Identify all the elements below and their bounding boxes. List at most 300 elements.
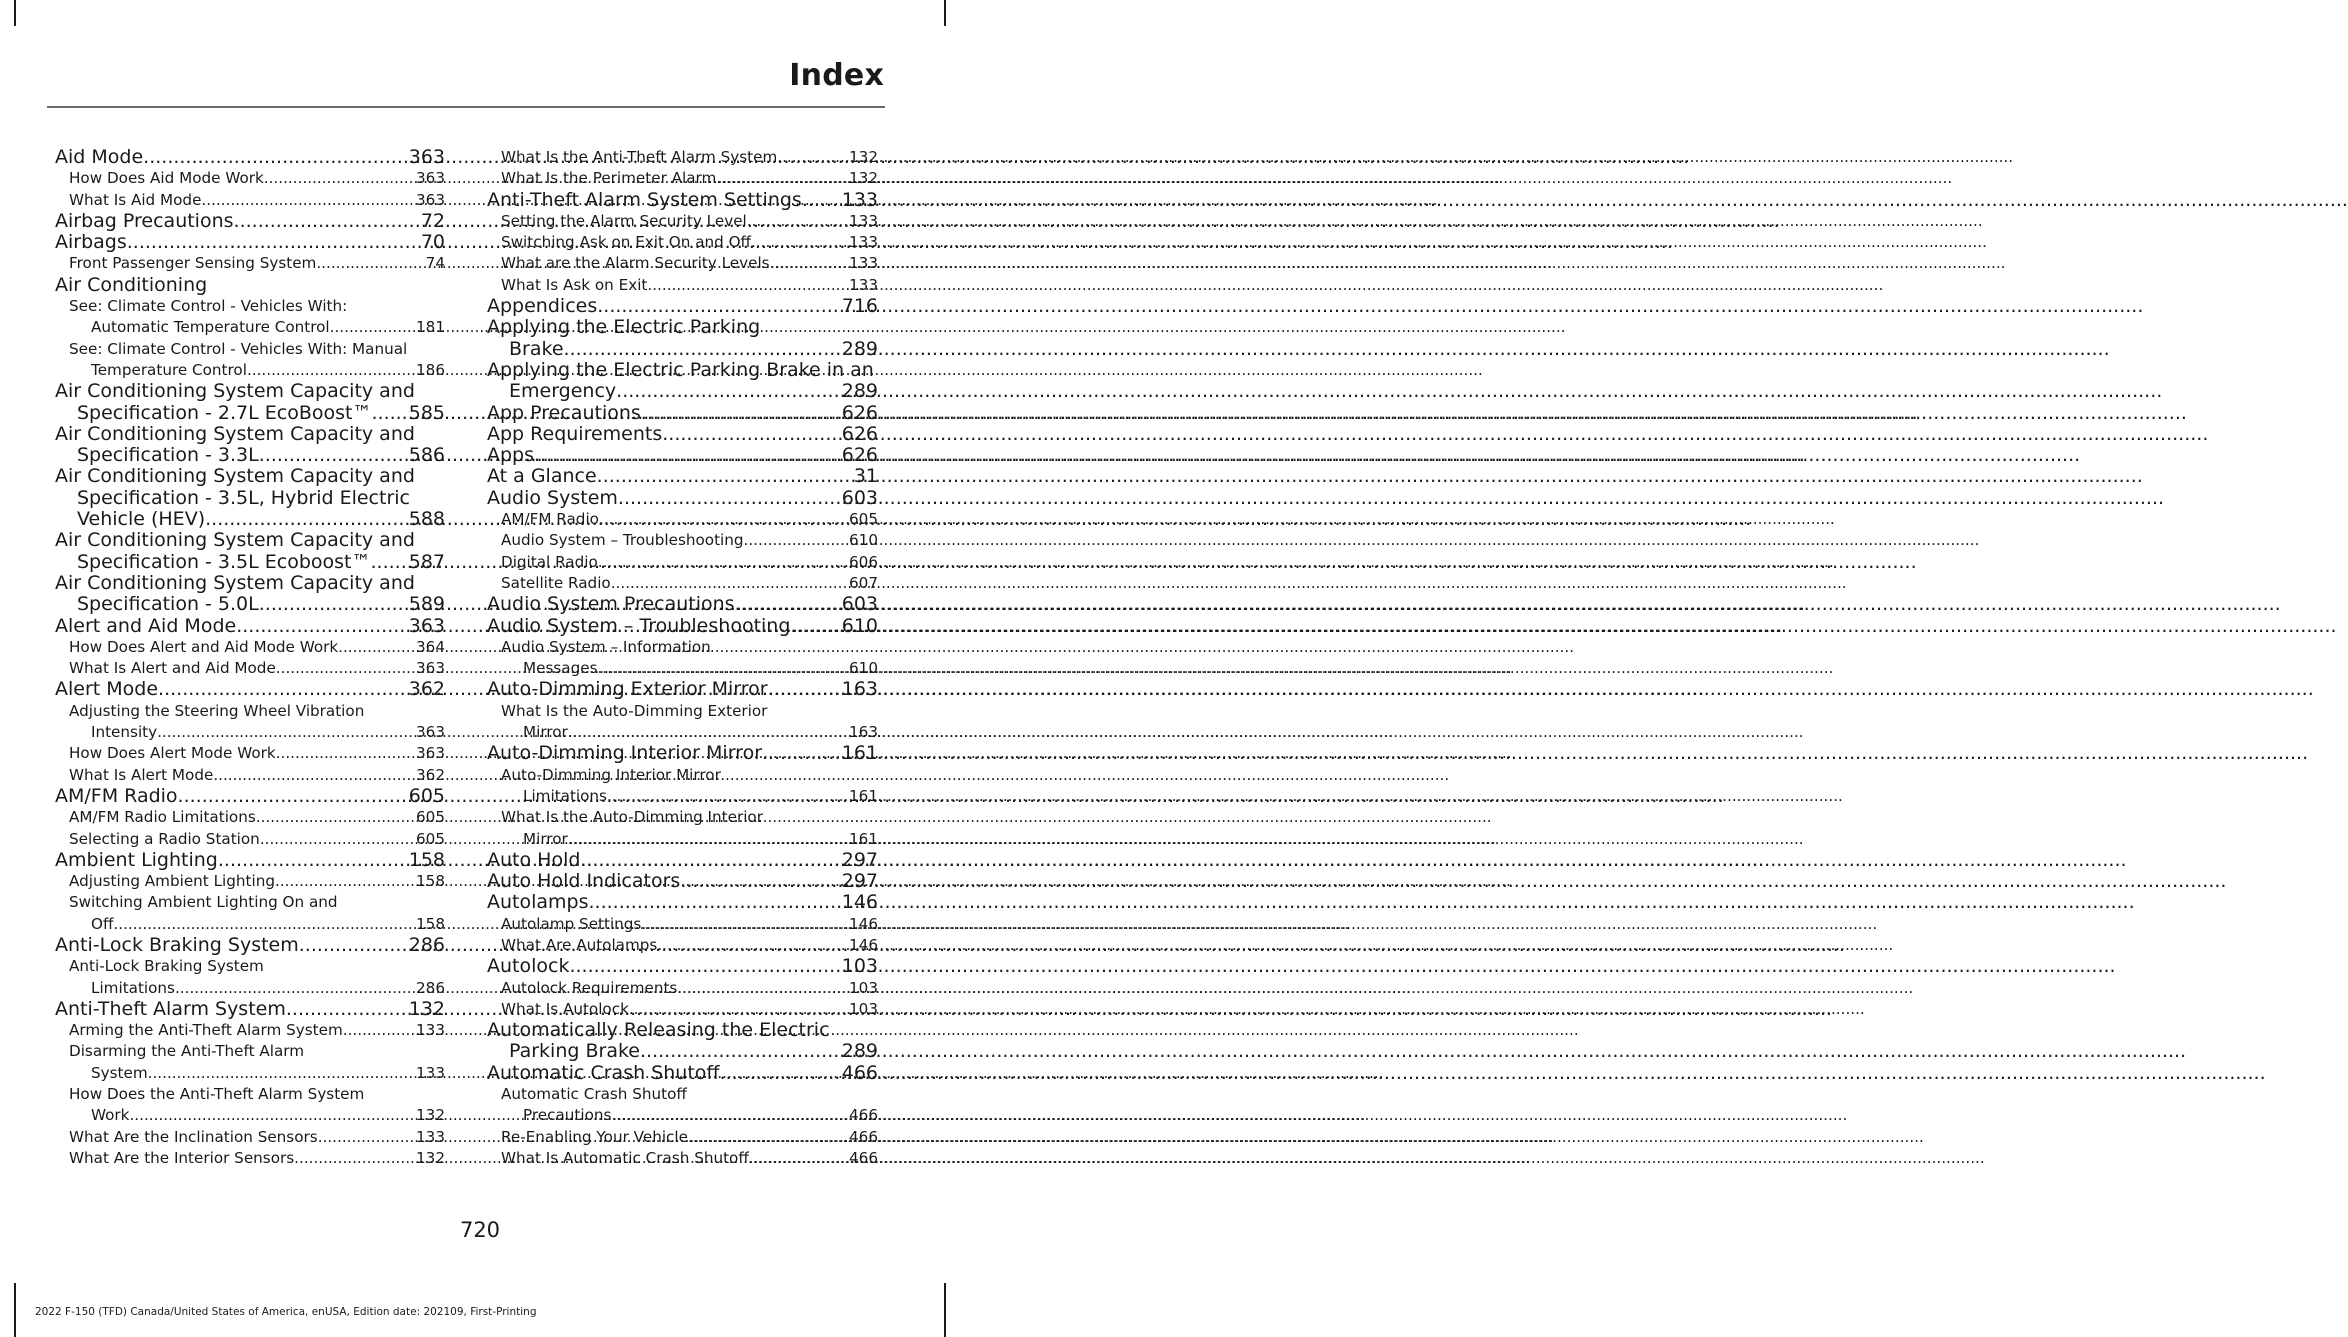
index-entry [55, 1020, 445, 1041]
index-page-number: 610 [841, 614, 878, 637]
dot-leader [641, 914, 849, 935]
index-entry-text: Autolock [487, 955, 570, 978]
dot-leader [157, 722, 416, 743]
index-entry-text: What Is the Perimeter Alarm [501, 169, 717, 188]
index-entry-text: Air Conditioning System Capacity and [55, 380, 415, 403]
index-entry-text: At a Glance [487, 465, 597, 488]
dot-leader [607, 786, 849, 807]
index-page-number: 132 [408, 997, 445, 1020]
crop-mark-top-left-v [14, 0, 16, 26]
dot-leader [371, 552, 409, 573]
index-page-number: 186 [416, 360, 445, 379]
index-entry [487, 381, 878, 402]
index-entry-text: Mirror [523, 829, 568, 848]
index-entry [55, 978, 445, 999]
index-heading-line [487, 807, 878, 828]
index-entry-text: Anti-Lock Braking System [69, 957, 264, 976]
dot-leader [616, 381, 842, 402]
index-entry [487, 253, 878, 274]
index-page-number: 589 [408, 593, 445, 616]
index-entry-text: Temperature Control [91, 360, 247, 379]
index-entry [487, 956, 878, 977]
dot-leader [647, 275, 849, 296]
index-entry [487, 829, 878, 850]
index-page-number: 133 [849, 233, 878, 252]
index-page-number: 158 [416, 914, 445, 933]
index-heading-line [55, 339, 445, 360]
index-entry [487, 530, 878, 551]
index-entry [55, 786, 445, 807]
index-heading-line [55, 573, 445, 594]
index-page-number: 133 [849, 211, 878, 230]
index-entry [487, 552, 878, 573]
index-page-number: 606 [849, 552, 878, 571]
index-entry-text: Switching Ambient Lighting On and [69, 893, 338, 912]
index-page-number: 133 [416, 1063, 445, 1082]
index-entry-text: See: Climate Control - Vehicles With: [69, 297, 348, 316]
dot-leader [205, 509, 409, 530]
index-entry [487, 211, 878, 232]
index-page-number: 132 [849, 148, 878, 166]
index-entry-text: Disarming the Anti-Theft Alarm [69, 1042, 305, 1061]
index-entry [55, 232, 445, 253]
index-entry-text: Audio System [487, 486, 618, 509]
index-page-number: 603 [841, 486, 878, 509]
dot-leader [247, 360, 416, 381]
dot-leader [127, 232, 421, 253]
index-entry-text: System [91, 1063, 148, 1082]
index-entry [55, 403, 445, 424]
index-entry-text: Airbag Precautions [55, 209, 234, 232]
index-column-left [55, 147, 445, 1169]
dot-leader [318, 1127, 416, 1148]
dot-leader [597, 658, 849, 679]
index-heading-line [55, 1084, 445, 1105]
index-page-number: 286 [408, 933, 445, 956]
index-entry [487, 403, 878, 424]
index-page-number: 626 [841, 444, 878, 467]
index-heading-line [487, 765, 878, 786]
index-entry [487, 978, 878, 999]
index-page-number: 181 [416, 318, 445, 337]
index-entry-text: Automatic Temperature Control [91, 318, 330, 337]
index-entry-text: Auto-Dimming Interior Mirror [501, 765, 721, 784]
index-entry-text: Air Conditioning System Capacity and [55, 529, 415, 552]
index-heading-line [487, 1020, 878, 1041]
index-entry [55, 722, 445, 743]
index-entry [487, 722, 878, 743]
dot-leader [113, 914, 416, 935]
index-page-number: 289 [841, 1040, 878, 1063]
index-entry [55, 190, 445, 211]
index-entry-text: What Are the Interior Sensors [69, 1148, 295, 1167]
dot-leader [276, 658, 416, 679]
index-entry-text: Setting the Alarm Security Level [501, 211, 747, 230]
index-page-number: 103 [841, 955, 878, 978]
index-heading-line [487, 360, 878, 381]
index-page-number: 363 [408, 614, 445, 637]
index-entry-text: Alert and Aid Mode [55, 614, 237, 637]
index-entry-text: Specification - 2.7L EcoBoost™ [77, 401, 372, 424]
dot-leader [316, 253, 425, 274]
dot-leader [148, 1063, 416, 1084]
index-entry-text: How Does the Anti-Theft Alarm System [69, 1085, 365, 1104]
dot-leader [618, 488, 842, 509]
index-heading-line [487, 701, 878, 722]
index-heading-line [55, 1041, 445, 1062]
index-entry-text: Switching Ask on Exit On and Off [501, 233, 752, 252]
dot-leader [569, 956, 841, 977]
dot-leader [143, 147, 409, 168]
index-entry [487, 1148, 878, 1169]
index-entry-text: Automatically Releasing the Electric [487, 1019, 830, 1042]
index-entry-text: Emergency [509, 380, 617, 403]
index-page-number: 297 [841, 848, 878, 871]
index-entry-text: Adjusting the Steering Wheel Vibration [69, 701, 365, 720]
index-entry-text: Parking Brake [509, 1040, 640, 1063]
dot-leader [178, 786, 409, 807]
dot-leader [236, 616, 409, 637]
index-entry-text: Digital Radio [501, 552, 598, 571]
index-entry-text: Anti-Theft Alarm System [55, 997, 286, 1020]
index-page-number: 161 [841, 742, 878, 765]
dot-leader [256, 807, 416, 828]
dot-leader [597, 296, 842, 317]
index-entry-text: AM/FM Radio [55, 784, 178, 807]
dot-leader [751, 232, 849, 253]
index-entry-text: AM/FM Radio [501, 510, 599, 529]
index-entry [487, 488, 878, 509]
index-page-number: 716 [841, 295, 878, 318]
index-page-number: 603 [841, 593, 878, 616]
index-entry [55, 1063, 445, 1084]
index-page-number: 466 [849, 1148, 878, 1167]
index-entry [55, 935, 445, 956]
index-column-right [487, 147, 878, 1169]
index-page-number: 133 [416, 1127, 445, 1146]
index-entry [55, 211, 445, 232]
index-entry [55, 445, 445, 466]
index-entry-text: Appendices [487, 295, 598, 318]
index-entry [55, 637, 445, 658]
index-entry-text: What Are the Inclination Sensors [69, 1127, 318, 1146]
dot-leader [158, 679, 409, 700]
index-page-number: 363 [416, 723, 445, 742]
index-entry-text: Aid Mode [55, 146, 144, 168]
index-entry-text: Anti-Theft Alarm System Settings [487, 188, 802, 211]
index-entry-text: What Is Autolock [501, 999, 629, 1018]
index-entry [487, 1127, 878, 1148]
index-entry-text: Specification - 3.5L Ecoboost™ [77, 550, 371, 573]
index-entry-text: Autolock Requirements [501, 978, 678, 997]
index-entry [55, 743, 445, 764]
index-entry-text: Mirror [523, 723, 568, 742]
index-entry [487, 1041, 878, 1062]
dot-leader [129, 1105, 416, 1126]
dot-leader [598, 552, 849, 573]
index-entry-text: Arming the Anti-Theft Alarm System [69, 1021, 343, 1040]
index-entry-text: Audio System Precautions [487, 593, 735, 616]
index-entry [55, 1105, 445, 1126]
index-entry-text: Off [91, 914, 114, 933]
index-entry [487, 168, 878, 189]
index-entry-text: See: Climate Control - Vehicles With: Manual [69, 339, 408, 358]
index-page-number: 605 [416, 808, 445, 827]
dot-leader [768, 679, 842, 700]
index-entry-text: Auto Hold Indicators [487, 870, 681, 893]
index-entry [55, 850, 445, 871]
header-rule [47, 106, 885, 108]
index-entry-text: Work [91, 1106, 130, 1125]
index-page-number: 466 [841, 1061, 878, 1084]
index-entry [55, 914, 445, 935]
index-page-number: 163 [841, 678, 878, 701]
dot-leader [568, 722, 849, 743]
index-page-number: 74 [425, 254, 445, 273]
index-entry [487, 509, 878, 530]
index-page-number: 289 [841, 380, 878, 403]
index-entry [487, 1063, 878, 1084]
index-entry-text: Automatic Crash Shutoff [501, 1085, 687, 1104]
index-entry-text: Air Conditioning System Capacity and [55, 422, 415, 445]
index-page-number: 363 [416, 190, 445, 209]
index-entry-text: Intensity [91, 723, 158, 742]
dot-leader [677, 978, 849, 999]
index-page-number: 362 [408, 678, 445, 701]
index-page-number: 466 [849, 1106, 878, 1125]
index-entry-text: Automatic Crash Shutoff [487, 1061, 720, 1084]
index-entry [55, 616, 445, 637]
index-page-number: 161 [849, 786, 878, 805]
index-entry-text: Satellite Radio [501, 573, 611, 592]
dot-leader [611, 573, 849, 594]
index-entry-text: What Is Aid Mode [69, 190, 202, 209]
index-entry [487, 871, 878, 892]
dot-leader [680, 871, 841, 892]
index-heading-line [55, 956, 445, 977]
index-page-number: 103 [849, 978, 878, 997]
index-entry-text: Specification - 3.5L, Hybrid Electric [77, 486, 410, 509]
index-page-number: 362 [416, 765, 445, 784]
index-heading-line [487, 1084, 878, 1105]
footer-edition-info: 2022 F-150 (TFD) Canada/United States of America, enUSA, Edition date: 202109, First-Printing [35, 1306, 537, 1318]
index-entry-text: Auto-Dimming Exterior Mirror [487, 678, 768, 701]
index-page-number: 158 [416, 872, 445, 891]
index-page-number: 607 [849, 573, 878, 592]
index-page-number: 289 [841, 337, 878, 360]
index-entry-text: What are the Alarm Security Levels [501, 254, 770, 273]
index-heading-line [55, 296, 445, 317]
dot-leader [175, 978, 416, 999]
dot-leader [749, 1148, 849, 1169]
index-entry-text: Auto Hold [487, 848, 581, 871]
crop-mark-bottom-left-v [14, 1283, 16, 1337]
index-entry [487, 573, 878, 594]
index-entry-text: Audio System – Troubleshooting [487, 614, 791, 637]
index-page-number: 133 [849, 254, 878, 273]
index-page-number: 286 [416, 978, 445, 997]
dot-leader [735, 594, 842, 615]
dot-leader [777, 147, 849, 168]
dot-leader [276, 743, 416, 764]
index-entry [487, 339, 878, 360]
crop-mark-bottom-right-v [944, 1283, 946, 1337]
dot-leader [338, 637, 416, 658]
index-entry [55, 999, 445, 1020]
dot-leader [275, 871, 416, 892]
index-entry-text: How Does Alert and Aid Mode Work [69, 637, 339, 656]
index-entry [487, 147, 878, 168]
index-page-number: 363 [416, 659, 445, 678]
index-entry [487, 232, 878, 253]
dot-leader [657, 935, 849, 956]
dot-leader [260, 829, 416, 850]
dot-leader [770, 253, 849, 274]
index-entry-text: Selecting a Radio Station [69, 829, 260, 848]
index-page-number: 587 [408, 550, 445, 573]
index-page-number: 158 [408, 848, 445, 871]
index-page-number: 363 [416, 169, 445, 188]
index-entry-text: App Requirements [487, 422, 663, 445]
index-entry-text: Limitations [91, 978, 175, 997]
dot-leader [716, 168, 849, 189]
index-entry [55, 807, 445, 828]
index-entry-text: Limitations [523, 786, 607, 805]
index-page-number: 146 [849, 935, 878, 954]
index-entry-text: Applying the Electric Parking [487, 316, 761, 339]
index-entry [55, 168, 445, 189]
dot-leader [264, 168, 416, 189]
index-page-number: 610 [849, 531, 878, 550]
index-page-number: 163 [849, 723, 878, 742]
dot-leader [744, 530, 849, 551]
dot-leader [371, 403, 408, 424]
index-entry [487, 466, 878, 487]
index-heading-line [55, 424, 445, 445]
index-entry [487, 850, 878, 871]
index-entry-text: Messages [523, 659, 598, 678]
index-entry [487, 296, 878, 317]
dot-leader [234, 211, 421, 232]
index-heading-line [55, 701, 445, 722]
index-page-number: 605 [408, 784, 445, 807]
index-entry [55, 360, 445, 381]
index-entry-text: Apps [487, 444, 535, 467]
index-entry-text: Specification - 3.3L [77, 444, 259, 467]
dot-leader [611, 1105, 849, 1126]
index-entry-text: Front Passenger Sensing System [69, 254, 317, 273]
dot-leader [802, 190, 842, 211]
index-page-number: 146 [841, 891, 878, 914]
index-entry [55, 829, 445, 850]
index-page-number: 31 [853, 465, 878, 488]
index-entry [487, 679, 878, 700]
index-page-number: 605 [849, 510, 878, 529]
index-entry [55, 1127, 445, 1148]
index-entry-text: What Is Alert Mode [69, 765, 214, 784]
dot-leader [299, 935, 409, 956]
index-heading-line [487, 317, 878, 338]
dot-leader [259, 445, 409, 466]
dot-leader [568, 829, 849, 850]
index-entry-text: Auto-Dimming Interior Mirror [487, 742, 762, 765]
dot-leader [599, 509, 849, 530]
index-page-number: 585 [408, 401, 445, 424]
index-entry-text: Anti-Lock Braking System [55, 933, 299, 956]
dot-leader [343, 1020, 416, 1041]
index-page-number: 103 [849, 999, 878, 1018]
index-entry-text: Airbags [55, 231, 127, 254]
index-page-number: 588 [408, 508, 445, 531]
index-entry-text: Brake [509, 337, 564, 360]
index-entry-text: What Is Alert and Aid Mode [69, 659, 276, 678]
index-entry [487, 892, 878, 913]
dot-leader [747, 211, 849, 232]
dot-leader [564, 339, 842, 360]
index-page-number: 133 [416, 1021, 445, 1040]
index-entry [55, 509, 445, 530]
index-entry [55, 317, 445, 338]
index-entry-text: App Precautions [487, 401, 641, 424]
index-entry-text: What Are Autolamps [501, 935, 658, 954]
index-entry-text: What Is Ask on Exit [501, 275, 648, 294]
index-page-number: 626 [841, 401, 878, 424]
index-page-number: 133 [849, 275, 878, 294]
index-heading-line [55, 530, 445, 551]
index-entry-text: Precautions [523, 1106, 612, 1125]
index-heading-line [55, 275, 445, 296]
dot-leader [330, 317, 416, 338]
index-entry [55, 871, 445, 892]
index-entry [487, 658, 878, 679]
index-entry [487, 743, 878, 764]
index-entry-text: Adjusting Ambient Lighting [69, 872, 275, 891]
index-page-number: 161 [849, 829, 878, 848]
index-entry-text: AM/FM Radio Limitations [69, 808, 256, 827]
index-entry [55, 594, 445, 615]
index-entry [55, 679, 445, 700]
index-page-number: 363 [408, 146, 445, 168]
dot-leader [597, 466, 854, 487]
dot-leader [218, 850, 409, 871]
dot-leader [201, 190, 416, 211]
index-entry-text: How Does Alert Mode Work [69, 744, 276, 763]
dot-leader [213, 765, 416, 786]
dot-leader [790, 616, 841, 637]
dot-leader [286, 999, 409, 1020]
dot-leader [294, 1148, 416, 1169]
index-entry [55, 1148, 445, 1169]
index-entry-text: Autolamps [487, 891, 589, 914]
index-heading-line [55, 466, 445, 487]
index-entry-text: Audio System – Troubleshooting [501, 531, 744, 550]
index-entry-text: Applying the Electric Parking Brake in an [487, 358, 874, 381]
index-entry-text: Autolamp Settings [501, 914, 642, 933]
index-page-number: 146 [849, 914, 878, 933]
index-entry [55, 253, 445, 274]
dot-leader [534, 445, 842, 466]
index-page-number: 605 [416, 829, 445, 848]
index-page-number: 363 [416, 744, 445, 763]
index-page-number: 132 [416, 1106, 445, 1125]
index-entry [487, 594, 878, 615]
page-title: Index [789, 58, 884, 93]
index-entry-text: Specification - 5.0L [77, 593, 259, 616]
dot-leader [688, 1127, 849, 1148]
index-entry-text: Vehicle (HEV) [77, 508, 206, 531]
crop-mark-top-right-v [944, 0, 946, 26]
index-page-number: 586 [408, 444, 445, 467]
